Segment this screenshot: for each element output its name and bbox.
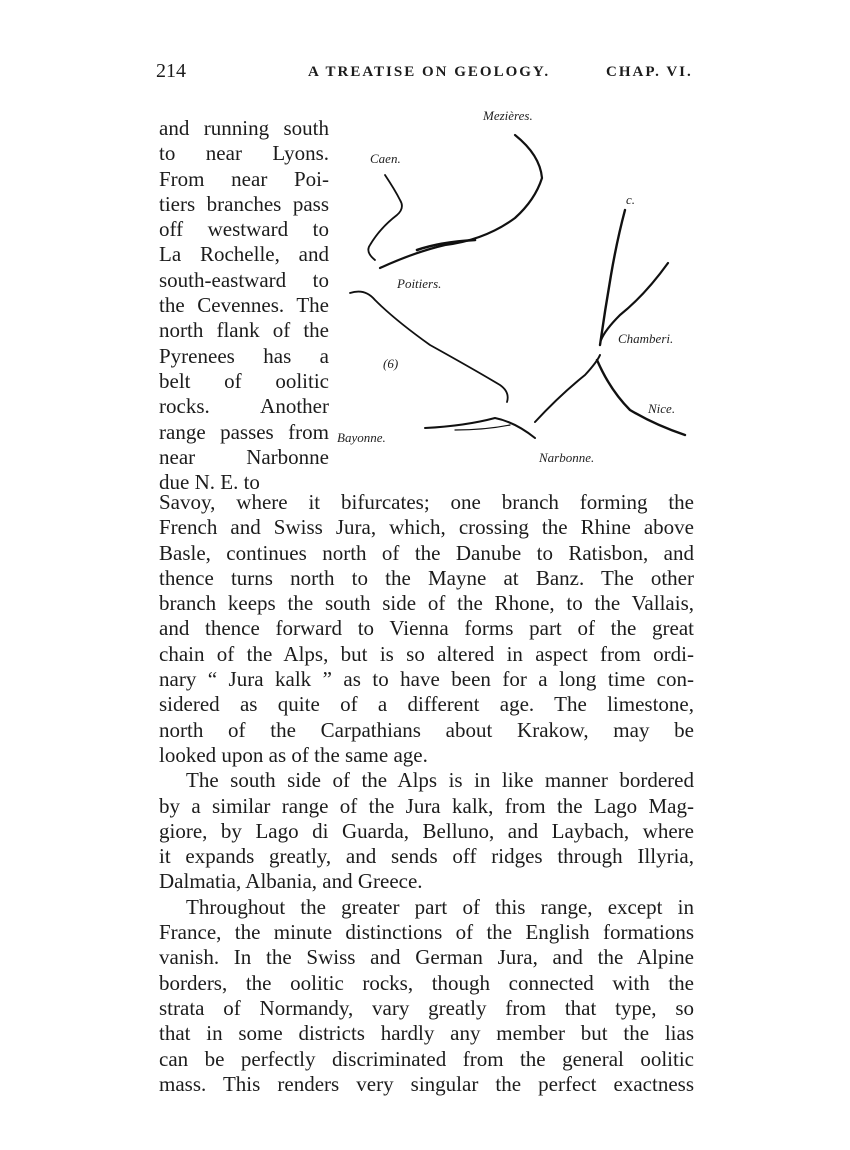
- map-label-mezieres: Mezières.: [483, 108, 533, 123]
- range-line-caen: [368, 175, 402, 260]
- text-line: mass. This renders very singular the perfect exactness: [159, 1071, 694, 1096]
- text-line: south-eastward to: [159, 267, 329, 292]
- text-line: can be perfectly discriminated from the general oolitic: [159, 1046, 694, 1071]
- text-line: Basle, continues north of the Danube to Ratisbon, and: [159, 540, 694, 565]
- text-line: strata of Normandy, vary greatly from that type, so: [159, 995, 694, 1020]
- text-line: north of the Carpathians about Krakow, may be: [159, 717, 694, 742]
- text-line: Savoy, where it bifurcates; one branch forming the: [159, 490, 694, 514]
- text-line: and thence forward to Vienna forms part of the great: [159, 616, 694, 641]
- text-line: France, the minute distinctions of the English formations: [159, 920, 694, 945]
- running-title: A TREATISE ON GEOLOGY.: [308, 64, 551, 80]
- text-line: Pyrenees has a: [159, 343, 329, 368]
- text-line: looked upon as of the same age.: [159, 742, 428, 767]
- text-line: and running south: [159, 116, 329, 140]
- range-line-narbonne-ne: [535, 355, 600, 422]
- range-line-mezieres: [380, 135, 542, 268]
- full-width-text: [159, 490, 694, 1097]
- text-line: The south side of the Alps is in like manner bordered: [186, 768, 694, 793]
- text-line: tiers branches pass: [159, 191, 329, 216]
- text-line: Throughout the greater part of this range, except in: [186, 894, 694, 919]
- text-line: branch keeps the south side of the Rhone, to the Vallais,: [159, 591, 694, 616]
- range-line-c: [600, 210, 625, 345]
- text-line: to near Lyons.: [159, 141, 329, 166]
- map-label-bayonne: Bayonne.: [337, 430, 386, 445]
- text-line: range passes from: [159, 419, 329, 444]
- text-line: belt of oolitic: [159, 368, 329, 393]
- text-line: north flank of the: [159, 318, 329, 343]
- text-line: giore, by Lago di Guarda, Belluno, and Laybach, where: [159, 818, 694, 843]
- map-label-nice: Nice.: [648, 401, 676, 416]
- text-line: nary “ Jura kalk ” as to have been for a long time con-: [159, 667, 694, 692]
- map-label-poitiers: Poitiers.: [397, 276, 442, 291]
- geological-range-map: [335, 100, 695, 470]
- text-line: by a similar range of the Jura kalk, from the Lago Mag-: [159, 793, 694, 818]
- text-line: vanish. In the Swiss and German Jura, and the Alpine: [159, 945, 694, 970]
- map-label-narbonne: Narbonne.: [539, 450, 595, 465]
- map-label-number: (6): [383, 356, 399, 371]
- text-line: chain of the Alps, but is so altered in aspect from ordi-: [159, 641, 694, 666]
- text-line: that in some districts hardly any member but the lias: [159, 1021, 694, 1046]
- text-line: borders, the oolitic rocks, though connected with the: [159, 970, 694, 995]
- map-label-c: c.: [626, 192, 636, 207]
- text-line: near Narbonne: [159, 444, 329, 469]
- text-line: La Rochelle, and: [159, 242, 329, 267]
- text-line: it expands greatly, and sends off ridges through Illyria,: [159, 844, 694, 869]
- map-label-caen: Caen.: [370, 151, 401, 166]
- text-line: due N. E. to: [159, 470, 260, 495]
- range-line-pyrenees: [425, 418, 535, 438]
- text-line: Dalmatia, Albania, and Greece.: [159, 869, 423, 894]
- narrow-column-text: [159, 116, 329, 495]
- text-line: French and Swiss Jura, which, crossing the Rhine above: [159, 515, 694, 540]
- chapter-label: CHAP. VI.: [606, 64, 693, 80]
- map-label-chamberi: Chamberi.: [618, 331, 674, 346]
- text-line: sidered as quite of a different age. The limestone,: [159, 692, 694, 717]
- text-line: rocks. Another: [159, 394, 329, 419]
- text-line: off westward to: [159, 217, 329, 242]
- range-line-poitiers-south: [350, 292, 508, 402]
- text-line: From near Poi-: [159, 166, 329, 191]
- range-line-nice: [597, 360, 685, 435]
- page-number: 214: [156, 60, 186, 82]
- text-line: thence turns north to the Mayne at Banz. The other: [159, 565, 694, 590]
- range-line-pyrenees-2: [455, 425, 510, 430]
- text-line: the Cevennes. The: [159, 293, 329, 318]
